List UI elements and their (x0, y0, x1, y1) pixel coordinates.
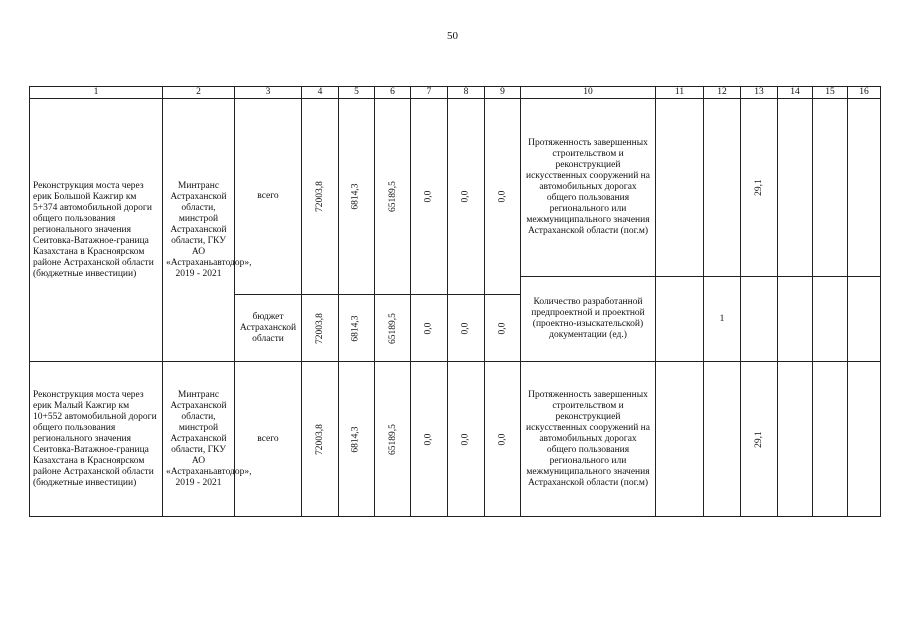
responsible-executor: Минтранс Астраханской области, минстрой Астраханской области, ГКУ АО «Астраханьавтодор», 2019 - 2021 (163, 362, 235, 517)
header-cell: 14 (778, 87, 813, 99)
header-cell: 6 (375, 87, 411, 99)
indicator-name: Протяженность завершенных строительством и реконструкцией искусственных сооружений на автомобильных дорогах общего пользования регионального или межмуниципального значения Астраханской области (пог.м) (521, 99, 656, 277)
value-cell: 1 (704, 277, 741, 362)
value-cell: 65189,5 (375, 295, 411, 362)
value-cell: 29,1 (741, 362, 778, 517)
value-cell: 0,0 (485, 362, 521, 517)
header-cell: 7 (411, 87, 448, 99)
header-cell: 5 (339, 87, 375, 99)
header-cell: 9 (485, 87, 521, 99)
empty-cell (813, 362, 848, 517)
empty-cell (656, 99, 704, 277)
value-cell: 72003,8 (302, 295, 339, 362)
funding-source: всего (235, 362, 302, 517)
project-name: Реконструкция моста через ерик Большой Кажгир км 5+374 автомобильной дороги общего пользования регионального значения Сеитовка-Ватажное-граница Казахстана в Красноярском районе Астраханской области (бюджетные инвестиции) (30, 99, 163, 362)
empty-cell (848, 99, 881, 277)
value-cell: 72003,8 (302, 99, 339, 295)
responsible-executor: Минтранс Астраханской области, минстрой Астраханской области, ГКУ АО «Астраханьавтодор», 2019 - 2021 (163, 99, 235, 362)
value-cell: 65189,5 (375, 362, 411, 517)
header-cell: 8 (448, 87, 485, 99)
value-cell: 0,0 (485, 99, 521, 295)
value-cell: 72003,8 (302, 362, 339, 517)
header-row (30, 87, 881, 99)
empty-cell (813, 277, 848, 362)
value-cell: 0,0 (411, 99, 448, 295)
empty-cell (704, 99, 741, 277)
project-name: Реконструкция моста через ерик Малый Кажгир км 10+552 автомобильной дороги общего пользования регионального значения Сеитовка-Ватажное-граница Казахстана в Красноярском районе Астраханской области (бюджетные инвестиции) (30, 362, 163, 517)
table-row (30, 362, 881, 517)
value-cell: 65189,5 (375, 99, 411, 295)
empty-cell (656, 362, 704, 517)
value-cell: 6814,3 (339, 99, 375, 295)
table-row (30, 99, 881, 277)
indicator-name: Количество разработанной предпроектной и проектной (проектно-изыскательской) документации (ед.) (521, 277, 656, 362)
header-cell: 13 (741, 87, 778, 99)
empty-cell (848, 362, 881, 517)
header-cell: 11 (656, 87, 704, 99)
header-cell: 10 (521, 87, 656, 99)
value-cell: 0,0 (411, 295, 448, 362)
header-cell: 1 (30, 87, 163, 99)
empty-cell (741, 277, 778, 362)
funding-source: бюджет Астраханской области (235, 295, 302, 362)
header-cell: 12 (704, 87, 741, 99)
value-cell: 0,0 (448, 99, 485, 295)
value-cell: 0,0 (448, 295, 485, 362)
value-cell: 29,1 (741, 99, 778, 277)
program-table (29, 86, 881, 517)
empty-cell (848, 277, 881, 362)
header-cell: 3 (235, 87, 302, 99)
value-cell: 0,0 (411, 362, 448, 517)
empty-cell (778, 99, 813, 277)
empty-cell (778, 362, 813, 517)
indicator-name: Протяженность завершенных строительством и реконструкцией искусственных сооружений на автомобильных дорогах общего пользования регионального или межмуниципального значения Астраханской области (пог.м) (521, 362, 656, 517)
page-number: 50 (447, 30, 458, 42)
empty-cell (813, 99, 848, 277)
header-cell: 15 (813, 87, 848, 99)
value-cell: 6814,3 (339, 362, 375, 517)
funding-source: всего (235, 99, 302, 295)
empty-cell (656, 277, 704, 362)
value-cell: 0,0 (485, 295, 521, 362)
header-cell: 4 (302, 87, 339, 99)
value-cell: 6814,3 (339, 295, 375, 362)
empty-cell (704, 362, 741, 517)
header-cell: 16 (848, 87, 881, 99)
header-cell: 2 (163, 87, 235, 99)
empty-cell (778, 277, 813, 362)
value-cell: 0,0 (448, 362, 485, 517)
